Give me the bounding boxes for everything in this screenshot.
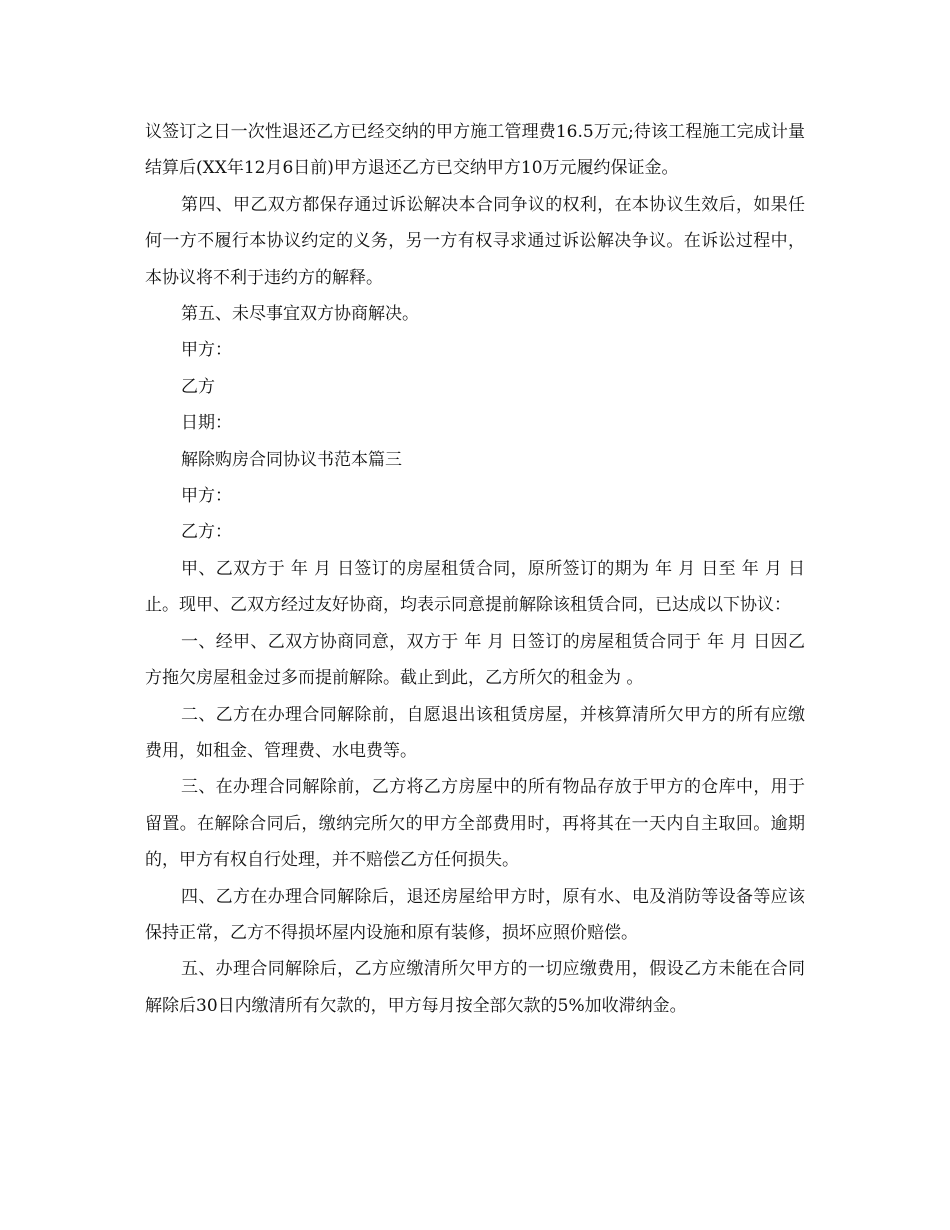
paragraph-clause-three: 三、在办理合同解除前，乙方将乙方房屋中的所有物品存放于甲方的仓库中，用于留置。在解除合同后，缴纳完所欠的甲方全部费用时，再将其在一天内自主取回。逾期的，甲方有权自行处理，并不赔偿乙方任何损失。	[145, 777, 805, 871]
paragraph-preamble: 甲、乙双方于 年 月 日签订的房屋租赁合同，原所签订的期为 年 月 日至 年 月 日止。现甲、乙双方经过友好协商，均表示同意提前解除该租赁合同，已达成以下协议：	[145, 558, 805, 616]
paragraph-article-four: 第四、甲乙双方都保存通过诉讼解决本合同争议的权利，在本协议生效后，如果任何一方不履行本协议约定的义务，另一方有权寻求通过诉讼解决争议。在诉讼过程中，本协议将不利于违约方的解释。	[145, 194, 805, 288]
paragraph-clause-one: 一、经甲、乙双方协商同意，双方于 年 月 日签订的房屋租赁合同于 年 月 日因乙方拖欠房屋租金过多而提前解除。截止到此，乙方所欠的租金为 。	[145, 631, 805, 689]
party-b-label: 乙方：	[181, 522, 232, 543]
paragraph-clause-two: 二、乙方在办理合同解除前，自愿退出该租赁房屋，并核算清所欠甲方的所有应缴费用，如租金、管理费、水电费等。	[145, 704, 805, 761]
paragraph-clause-four: 四、乙方在办理合同解除后，退还房屋给甲方时，原有水、电及消防等设备等应该保持正常，乙方不得损坏屋内设施和原有装修，损坏应照价赔偿。	[145, 886, 805, 943]
party-a-label: 甲方：	[181, 486, 232, 507]
signature-party-a: 甲方：	[181, 340, 232, 361]
signature-party-b: 乙方	[181, 376, 215, 397]
paragraph-article-five: 第五、未尽事宜双方协商解决。	[181, 304, 419, 325]
signature-date: 日期：	[181, 413, 232, 434]
document-body	[145, 114, 805, 1024]
section-title: 解除购房合同协议书范本篇三	[181, 449, 402, 470]
paragraph-clause-five: 五、办理合同解除后，乙方应缴清所欠甲方的一切应缴费用，假设乙方未能在合同解除后30日内缴清所有欠款的，甲方每月按全部欠款的5%加收滞纳金。	[145, 959, 805, 1016]
paragraph-refund-terms: 议签订之日一次性退还乙方已经交纳的甲方施工管理费16.5万元;待该工程施工完成计量结算后(XX年12月6日前)甲方退还乙方已交纳甲方10万元履约保证金。	[145, 122, 805, 179]
